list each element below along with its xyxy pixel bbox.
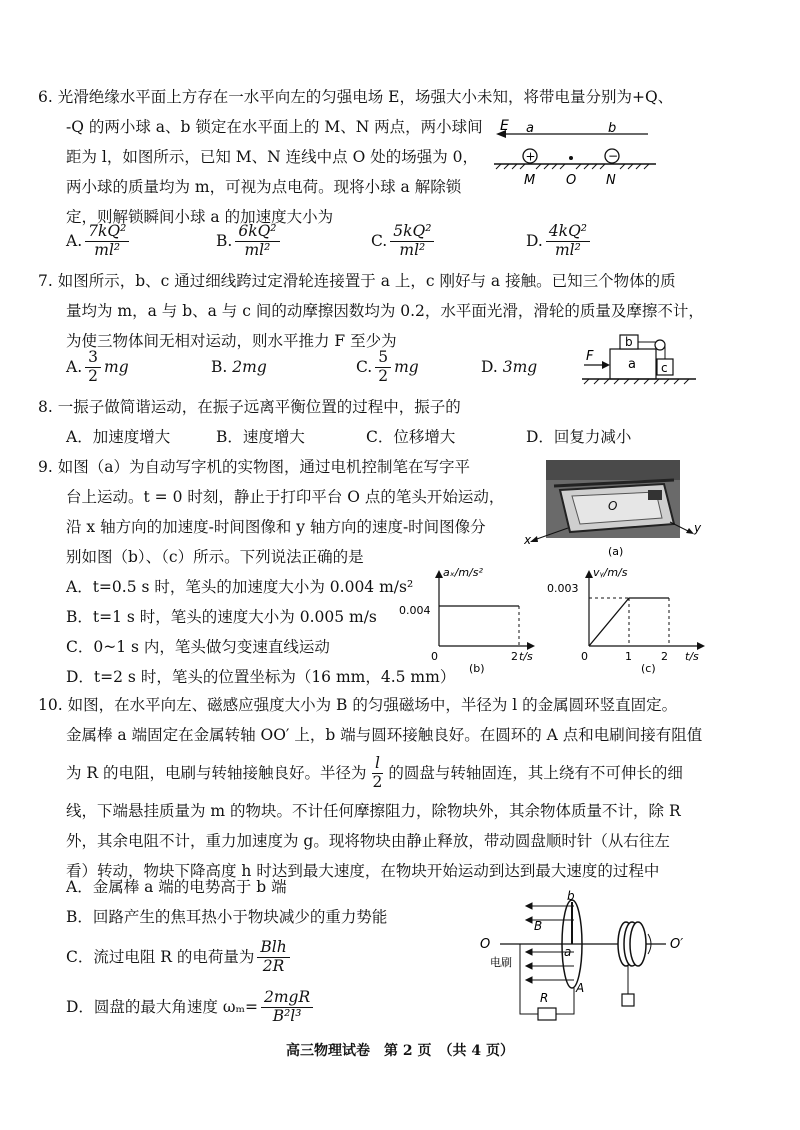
question-text: -Q 的两小球 a、b 锁定在水平面上的 M、N 两点，两小球间 [66,118,483,136]
option-a[interactable]: A．加速度增大 [66,428,171,446]
text-segment: 为 R 的电阻，电刷与转轴接触良好。半径为 [66,764,367,782]
x-tick-label: 1 [625,650,632,663]
option-label: A. [66,232,83,250]
q10-options [66,872,486,1032]
y-tick-label: 0.004 [399,604,431,617]
option-label: C. [356,358,373,376]
option-label: B. [211,358,228,376]
q7-figure [580,330,700,386]
question-6 [38,82,778,232]
y-axis-label: y [694,521,702,535]
option-label: D. [481,358,498,376]
fraction [235,223,279,260]
option-value: 2mg [232,358,267,376]
option-text: C．流过电阻 R 的电荷量为 [66,948,255,966]
q6-options [66,218,706,264]
question-text-line [38,750,788,796]
numerator: 4kQ² [546,223,590,242]
q6-figure [490,118,660,198]
x-axis-label: t/s [519,650,533,663]
q8-options [38,422,778,452]
denominator: ml² [94,240,121,259]
numerator: 7kQ² [85,223,129,242]
denominator: ml² [244,240,271,259]
option-c[interactable] [66,932,486,982]
denominator: 2R [262,956,285,975]
option-a[interactable]: A．t=0.5 s 时，笔头的加速度大小为 0.004 m/s² [66,578,414,596]
fraction [546,223,590,260]
option-label: A. [66,358,83,376]
fraction [390,223,434,260]
option-d[interactable] [66,982,486,1032]
option-c[interactable]: C．0~1 s 内，笔头做匀变速直线运动 [66,638,330,656]
field-label: E [500,118,509,134]
axis-O-prime-label: O′ [670,937,684,952]
x-tick-label: 2 [511,650,518,663]
option-b[interactable] [216,223,371,260]
question-number: 9. [38,458,53,476]
option-b[interactable]: B．速度增大 [216,428,305,446]
numerator: 3 [85,349,101,368]
brush-label: 电刷 [490,956,512,969]
chart-title: (c) [641,662,656,675]
option-value: 3mg [502,358,538,376]
denominator: 2 [88,366,98,385]
axis-O-label: O [480,937,491,952]
question-text: 定，则解锁瞬间小球 a 的加速度大小为 [66,208,334,226]
photo-caption: (a) [608,545,624,558]
origin-label: O [608,499,618,513]
numerator: Blh [257,939,289,958]
block-b-label: b [625,335,633,349]
denominator: ml² [399,240,426,259]
x-tick-label: 0 [431,650,438,663]
question-text: 光滑绝缘水平面上方存在一水平向左的匀强电场 E，场强大小未知，将带电量分别为+Q、 [57,88,674,106]
numerator: 5kQ² [390,223,434,242]
question-text: 量均为 m，a 与 b、a 与 c 间的动摩擦因数均为 0.2，水平面光滑，滑轮的质量及摩擦不计， [66,302,704,320]
point-M-label: M [524,173,536,188]
writing-machine-photo [524,458,704,558]
plus-sign: + [525,149,536,164]
denominator: ml² [554,240,581,259]
numerator: 5 [375,349,391,368]
fraction [257,939,289,976]
question-text: 如图，在水平向左、磁感应强度大小为 B 的匀强磁场中，半径为 l 的金属圆环竖直固定。 [67,696,678,714]
question-9 [38,452,538,572]
point-a-label: a [564,945,572,959]
resistor-label: R [540,991,549,1005]
option-label: C. [371,232,388,250]
question-text: 金属棒 a 端固定在金属转轴 OO′ 上，b 端与圆环接触良好。在圆环的 A 点和电刷间接有阻值 [66,726,703,744]
x-axis-label: t/s [685,650,699,663]
x-axis-label: x [524,533,532,547]
chart-b [395,560,545,675]
q7-options [66,344,566,390]
question-text: 如图所示，b、c 通过细线跨过定滑轮连接置于 a 上，c 刚好与 a 接触。已知三个物体的质 [57,272,676,290]
force-label: F [586,349,594,364]
y-tick-label: 0.003 [547,582,579,595]
option-d[interactable]: D．t=2 s 时，笔头的位置坐标为（16 mm，4.5 mm） [66,668,456,686]
field-label: B [534,919,543,933]
denominator: 2 [378,366,389,385]
numerator: 6kQ² [235,223,279,242]
fraction [85,349,101,386]
question-text: 线，下端悬挂质量为 m 的物块。不计任何摩擦阻力，除物块外，其余物体质量不计，除 R [66,802,681,820]
q10-figure [470,890,710,1030]
ball-b-label: b [608,121,617,136]
option-c[interactable] [356,349,481,386]
y-axis-label: vᵧ/m/s [593,566,628,579]
fraction [261,989,313,1026]
block-a-label: a [628,357,636,372]
denominator: B²l³ [272,1006,302,1025]
point-O-label: O [566,173,577,188]
option-d[interactable] [481,352,566,382]
fraction [375,349,391,386]
question-text: 别如图（b）、（c）所示。下列说法正确的是 [66,548,364,566]
option-a[interactable] [66,349,211,386]
question-number: 7. [38,272,53,290]
question-text: 一振子做简谐运动，在振子远离平衡位置的过程中，振子的 [57,398,461,416]
option-c[interactable]: C．位移增大 [366,428,456,446]
option-b[interactable]: B．回路产生的焦耳热小于物块减少的重力势能 [66,908,388,926]
option-a[interactable] [66,223,216,260]
question-text: 沿 x 轴方向的加速度-时间图像和 y 轴方向的速度-时间图像分 [66,518,486,536]
numerator: l [372,755,383,774]
minus-sign: − [608,149,619,163]
denominator: 2 [372,772,383,791]
point-b-label: b [567,890,575,903]
question-number: 8. [38,398,53,416]
question-10 [38,690,788,886]
question-number: 10. [38,696,63,714]
x-tick-label: 2 [661,650,668,663]
option-a[interactable]: A．金属棒 a 端的电势高于 b 端 [66,878,287,896]
ball-a-label: a [526,121,534,136]
question-text: 看）转动，物块下降高度 h 时达到最大速度，在物块开始运动到达到最大速度的过程中 [66,862,660,880]
option-tail: mg [104,358,129,376]
page-footer: 高三物理试卷 第 2 页 （共 4 页） [286,1043,514,1059]
question-text: 外，其余电阻不计，重力加速度为 g。现将物块由静止释放，带动圆盘顺时针（从右往左 [66,832,670,850]
point-N-label: N [606,173,616,188]
option-d[interactable] [526,223,676,260]
question-text: 如图（a）为自动写字机的实物图，通过电机控制笔在写字平 [57,458,470,476]
question-text: 台上运动。t = 0 时刻，静止于打印平台 O 点的笔头开始运动， [66,488,505,506]
block-c-label: c [661,361,668,375]
x-tick-label: 0 [581,650,588,663]
option-c[interactable] [371,223,526,260]
option-b[interactable] [211,352,356,382]
text-segment: 的圆盘与转轴固连，其上绕有不可伸长的细 [388,764,683,782]
point-A-label: A [576,981,585,995]
question-text: 距为 l，如图所示，已知 M、N 连线中点 O 处的场强为 0， [66,148,479,166]
question-text: 两小球的质量均为 m，可视为点电荷。现将小球 a 解除锁 [66,178,462,196]
chart-c [545,560,715,675]
question-number: 6. [38,88,53,106]
option-b[interactable]: B．t=1 s 时，笔头的速度大小为 0.005 m/s [66,608,377,626]
question-8 [38,392,778,452]
fraction [85,223,129,260]
fraction [370,755,386,792]
option-label: D. [526,232,543,250]
option-d[interactable]: D．回复力减小 [526,428,632,446]
y-axis-label: aₓ/m/s² [443,566,483,579]
question-text: 为使三物体间无相对运动，则水平推力 F 至少为 [66,332,397,350]
option-tail: mg [394,358,419,376]
option-label: B. [216,232,233,250]
chart-title: (b) [469,662,485,675]
numerator: 2mgR [261,989,313,1008]
option-text: D．圆盘的最大角速度 ωₘ= [66,998,258,1016]
